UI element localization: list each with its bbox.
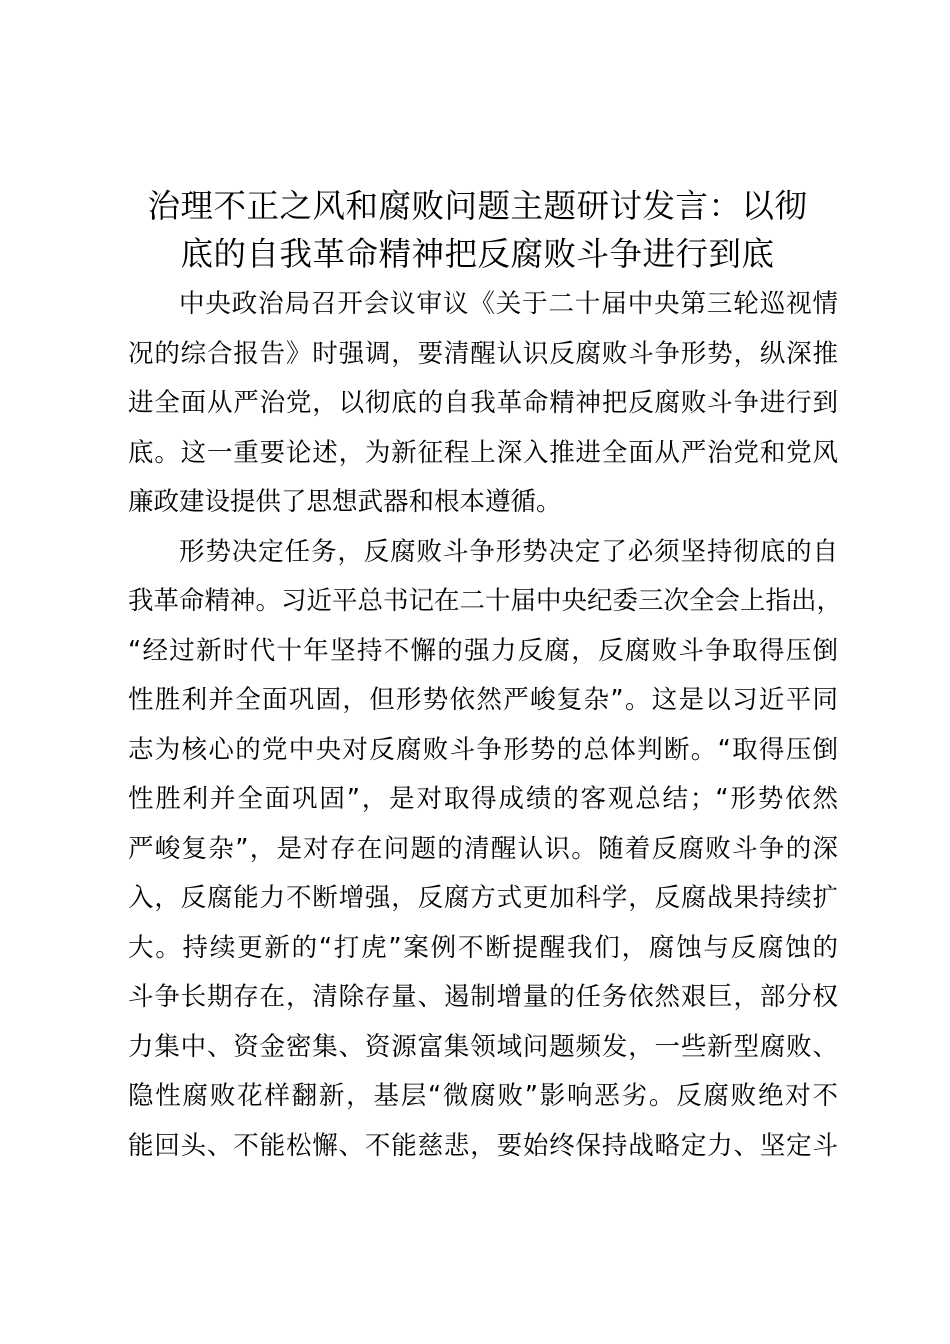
paragraph-2 <box>128 528 843 1172</box>
text-line: 志为核心的党中央对反腐败斗争形势的总体判断。“取得压倒 <box>128 734 838 765</box>
text-line: 力集中、资金密集、资源富集领域问题频发，一些新型腐败、 <box>128 1031 838 1062</box>
text-line: 中央政治局召开会议审议《关于二十届中央第三轮巡视情 <box>179 289 838 319</box>
document-title <box>120 182 835 278</box>
text-line: 性胜利并全面巩固”，是对取得成绩的客观总结；“形势依然 <box>128 784 838 814</box>
title-line: 底的自我革命精神把反腐败斗争进行到底 <box>180 235 775 273</box>
text-line: 进全面从严治党，以彻底的自我革命精神把反腐败斗争进行到 <box>128 388 838 418</box>
text-line: 性胜利并全面巩固，但形势依然严峻复杂”。这是以习近平同 <box>128 685 838 715</box>
text-line: “经过新时代十年坚持不懈的强力反腐，反腐败斗争取得压倒 <box>128 635 838 666</box>
text-line: 隐性腐败花样翻新，基层“微腐败”影响恶劣。反腐败绝对不 <box>128 1081 838 1111</box>
text-line: 入，反腐能力不断增强，反腐方式更加科学，反腐战果持续扩 <box>128 883 838 913</box>
text-line: 斗争长期存在，清除存量、遏制增量的任务依然艰巨，部分权 <box>128 982 838 1012</box>
title-line: 治理不正之风和腐败问题主题研讨发言：以彻 <box>147 187 808 225</box>
text-line: 形势决定任务，反腐败斗争形势决定了必须坚持彻底的自 <box>179 536 838 567</box>
text-line: 大。持续更新的“打虎”案例不断提醒我们，腐蚀与反腐蚀的 <box>128 932 838 963</box>
text-line: 我革命精神。习近平总书记在二十届中央纪委三次全会上指出， <box>128 586 843 616</box>
text-line: 底。这一重要论述，为新征程上深入推进全面从严治党和党风 <box>128 437 838 468</box>
paragraph-1 <box>128 280 838 528</box>
document-body <box>128 280 843 1171</box>
text-line: 能回头、不能松懈、不能慈悲，要始终保持战略定力、坚定斗 <box>128 1130 838 1161</box>
text-line: 廉政建设提供了思想武器和根本遵循。 <box>128 487 562 517</box>
text-line: 况的综合报告》时强调，要清醒认识反腐败斗争形势，纵深推 <box>128 338 838 369</box>
text-line: 严峻复杂”，是对存在问题的清醒认识。随着反腐败斗争的深 <box>128 833 838 864</box>
